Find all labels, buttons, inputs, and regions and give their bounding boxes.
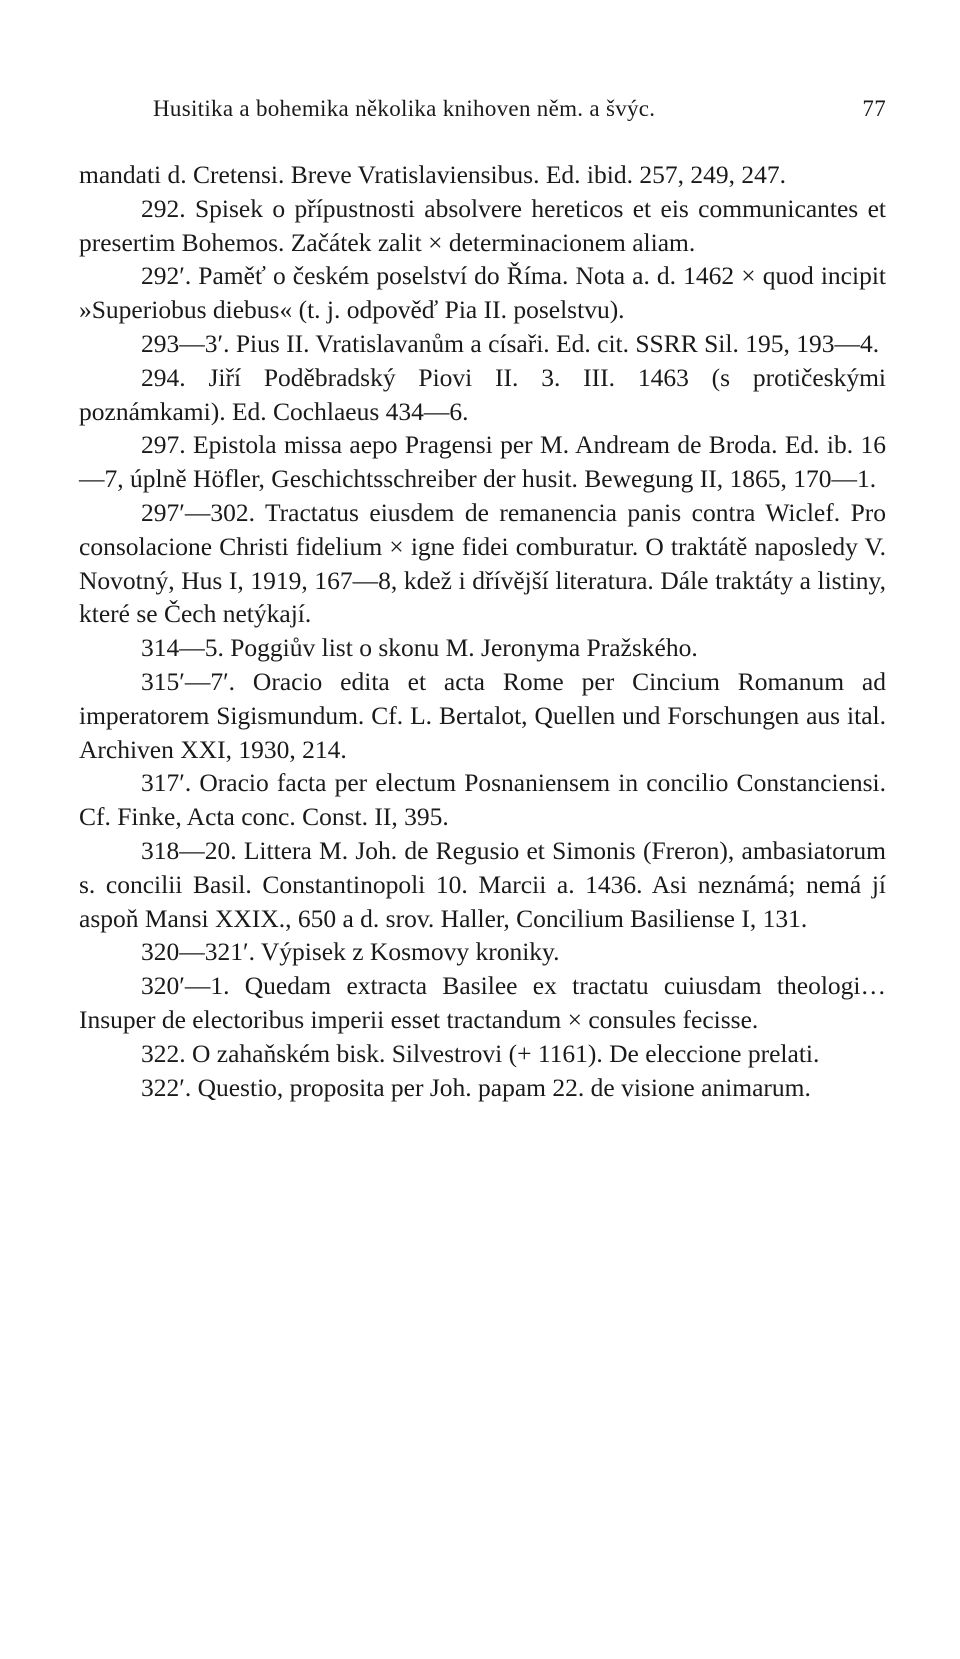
- entry-paragraph: 292. Spisek o přípustnosti absolvere hereticos et eis communicantes et presertim Bohemos. Začátek zalit × determinacionem aliam.: [79, 193, 886, 257]
- running-head-title: Husitika a bohemika několika knihoven něm. a švýc.: [153, 96, 656, 121]
- entry-paragraph: 320′—1. Quedam extracta Basilee ex tractatu cuiusdam theologi… Insuper de electoribus imperii esset tractandum × consules fecisse.: [79, 971, 886, 1034]
- entry-paragraph: 297′—302. Tractatus eiusdem de remanencia panis contra Wiclef. Pro consolacione Christi fidelium × igne fidei comburatur. O traktátě naposledy V. Novotný, Hus I, 1919, 167—8, kdež i dřívější literatura. Dále traktáty a listiny, které se Čech netýkají.: [79, 497, 886, 629]
- running-head: [153, 96, 886, 126]
- entry-paragraph: 293—3′. Pius II. Vratislavanům a císaři. Ed. cit. SSRR Sil. 195, 193—4.: [141, 328, 880, 358]
- entry-paragraph: 314—5. Poggiův list o skonu M. Jeronyma Pražského.: [141, 633, 698, 663]
- entry-paragraph: 322′. Questio, proposita per Joh. papam 22. de visione animarum.: [141, 1072, 811, 1102]
- body-text: [79, 158, 886, 1104]
- page-number: 77: [862, 96, 886, 121]
- entry-paragraph: 318—20. Littera M. Joh. de Regusio et Simonis (Freron), ambasiatorum s. concilii Basil. Constantinopoli 10. Marcii a. 1436. Asi neznámá; nemá jí aspoň Mansi XXIX., 650 a d. srov. Haller, Concilium Basiliense I, 131.: [79, 835, 886, 933]
- entry-paragraph: 294. Jiří Poděbradský Piovi II. 3. III. 1463 (s protičeskými poznámkami). Ed. Cochlaeus 434—6.: [79, 362, 886, 426]
- entry-paragraph: 317′. Oracio facta per electum Posnaniensem in concilio Constanciensi. Cf. Finke, Acta conc. Const. II, 395.: [79, 768, 886, 832]
- entry-paragraph: 322. O zahaňském bisk. Silvestrovi (+ 1161). De eleccione prelati.: [141, 1038, 820, 1068]
- entry-paragraph: 315′—7′. Oracio edita et acta Rome per Cincium Romanum ad imperatorem Sigismundum. Cf. L. Bertalot, Quellen und Forschungen aus ital. Archiven XXI, 1930, 214.: [79, 666, 886, 764]
- entry-paragraph: 292′. Paměť o českém poselství do Říma. Nota a. d. 1462 × quod incipit »Superiobus diebus« (t. j. odpověď Pia II. poselstvu).: [79, 261, 886, 325]
- entry-paragraph: 297. Epistola missa aepo Pragensi per M. Andream de Broda. Ed. ib. 16—7, úplně Höfler, Geschichtsschreiber der husit. Bewegung II, 1865, 170—1.: [79, 430, 886, 494]
- entry-paragraph: 320—321′. Výpisek z Kosmovy kroniky.: [141, 937, 560, 967]
- continuation-paragraph: mandati d. Cretensi. Breve Vratislaviensibus. Ed. ibid. 257, 249, 247.: [79, 160, 786, 189]
